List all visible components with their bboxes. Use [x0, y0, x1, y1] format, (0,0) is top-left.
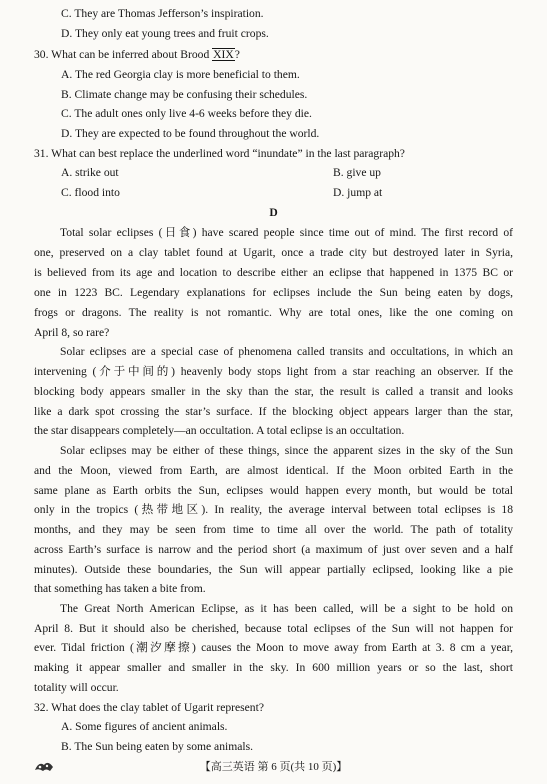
q29-option-c: C. They are Thomas Jefferson’s inspiration. [61, 7, 264, 20]
passage-line: Solar eclipses are a special case of phenomena called transits and occultations, in which an [60, 345, 513, 358]
passage-line: the star disappears completely—an occultation. A total eclipse is an occultation. [34, 424, 405, 437]
section-heading: D [269, 206, 278, 219]
passage-line: making it appear smaller and smaller in the sky. In 600 million years or so the last, short [34, 661, 513, 674]
q32-option-a: A. Some figures of ancient animals. [61, 720, 228, 733]
passage-line: one in 1223 BC. Legendary explanations for eclipses include the Sun being eaten by dogs, [34, 286, 513, 299]
page-footer: 【高三英语 第 6 页(共 10 页)】 [199, 761, 348, 773]
q30-option-c: C. The adult ones only live 4-6 weeks before they die. [61, 107, 312, 120]
passage-line: intervening (介于中间的) heavenly body stops light from a star reaching an observer. If the [34, 365, 513, 378]
passage-line: and the Moon, viewed from Earth, are almost identical. If the Moon orbited Earth in the [34, 464, 513, 477]
passage-line: blocking body appears smaller in the sky than the star, the result is called a transit and looks [34, 385, 513, 398]
passage-line: The Great North American Eclipse, as it has been called, will be a sight to be hold on [60, 602, 513, 615]
q30-option-a: A. The red Georgia clay is more beneficial to them. [61, 68, 300, 81]
passage-line: Total solar eclipses (日食) have scared people since time out of mind. The first record of [60, 226, 513, 239]
q31-stem: 31. What can best replace the underlined word “inundate” in the last paragraph? [34, 147, 405, 160]
q32-stem: 32. What does the clay tablet of Ugarit represent? [34, 701, 264, 714]
q30-roman-numeral: XIX [213, 48, 234, 61]
q31-option-b: B. give up [333, 166, 381, 179]
passage-line: ever. Tidal friction (潮汐摩擦) causes the Moon to move away from Earth at 3. 8 cm a year, [34, 641, 513, 654]
q30-stem-text: 30. What can be inferred about Brood [34, 48, 213, 61]
passage-line: only in the tropics (热带地区). In reality, the average interval between total eclipses is 18 [34, 503, 513, 516]
q30-option-d: D. They are expected to be found throughout the world. [61, 127, 320, 140]
passage-line: one, preserved on a clay tablet found at Ugarit, once a trade city but destroyed later in Syria, [34, 246, 513, 259]
q30-stem-end: ? [234, 48, 240, 61]
passage-line: April 8, so rare? [34, 326, 110, 339]
q29-option-d: D. They only eat young trees and fruit crops. [61, 27, 269, 40]
passage-line: Solar eclipses may be either of these things, since the apparent sizes in the sky of the Sun [60, 444, 513, 457]
q31-option-d: D. jump at [333, 186, 383, 199]
passage-line: minutes). Outside these boundaries, the Sun will appear partially eclipsed, looking like a pie [34, 563, 513, 576]
q32-option-b: B. The Sun being eaten by some animals. [61, 740, 254, 753]
q30-option-b: B. Climate change may be confusing their schedules. [61, 88, 308, 101]
passage-line: frogs or dragons. The reality is not romantic. Why are total ones, like the one coming on [34, 306, 513, 319]
passage-line: same plane as Earth orbits the Sun, eclipses would happen every month, but would be total [34, 484, 513, 497]
q31-option-c: C. flood into [61, 186, 120, 199]
passage-line: is believed from its age and location to describe either an eclipse that happened in 1375 BC or [34, 266, 513, 279]
passage-line: totality will occur. [34, 681, 119, 694]
passage-line: that something has taken a bite from. [34, 582, 206, 595]
passage-line: months, and they may be seen from time to time all over the world. The path of totality [34, 523, 513, 536]
q30-stem [34, 45, 513, 64]
passage-line: like a dark spot crossing the star’s surface. If the blocking object appears larger than the star, [34, 405, 513, 418]
passage-line: April 8. But it should also be cherished, because total eclipses of the Sun will not happen for [34, 622, 513, 635]
passage-line: across Earth’s surface is narrow and the period short (a maximum of just over seven and a half [34, 543, 513, 556]
q31-option-a: A. strike out [61, 166, 119, 179]
